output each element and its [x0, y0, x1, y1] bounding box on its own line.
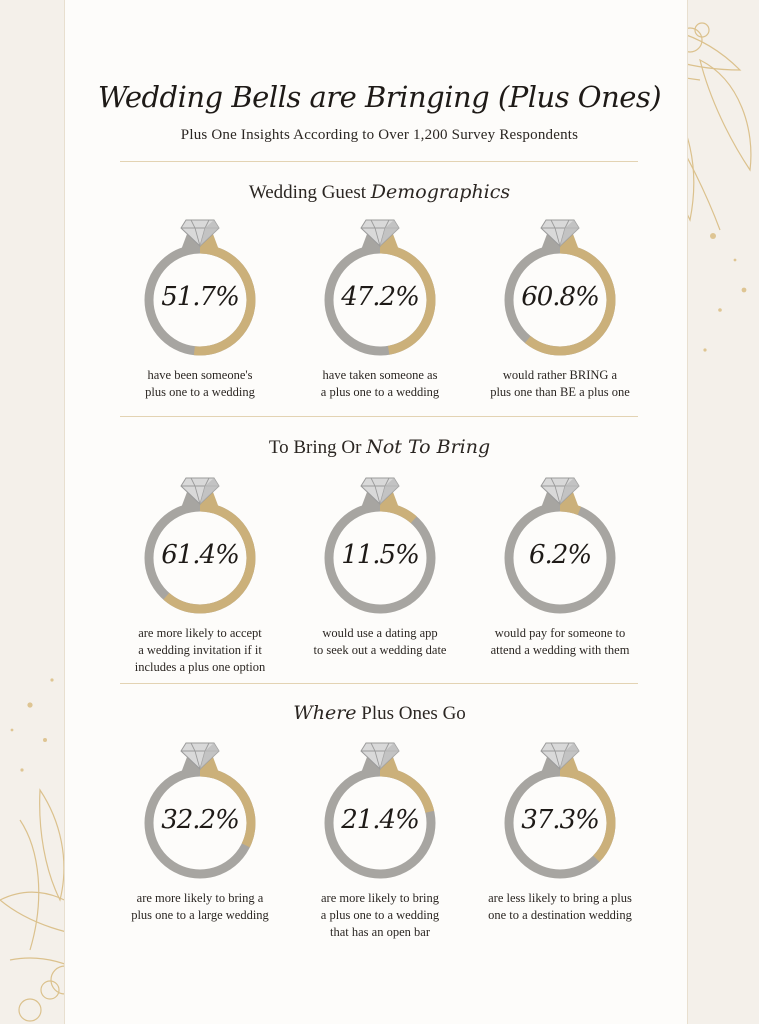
page-subtitle: Plus One Insights According to Over 1,200 Survey Respondents: [180, 127, 579, 143]
section-title-plain: Plus Ones Go: [361, 703, 466, 724]
stat-description: [95, 367, 305, 401]
stat-description-line: that has an open bar: [330, 925, 430, 939]
divider: [120, 161, 638, 162]
section-title-italic: Demographics: [370, 181, 511, 203]
stat-value: 32.2%: [161, 805, 239, 835]
stat-description: [455, 625, 665, 659]
stat-description-line: have been someone's: [147, 368, 253, 382]
stat-description-line: includes a plus one option: [134, 660, 266, 674]
stat-description-line: would rather BRING a: [502, 368, 618, 382]
stat-value: 21.4%: [341, 805, 419, 835]
section-title-plain: Wedding Guest: [248, 182, 367, 203]
stat-description-line: would use a dating app: [322, 626, 438, 640]
section-title-plain: To Bring Or: [268, 437, 362, 458]
stat-description-line: would pay for someone to: [494, 626, 626, 640]
stat-description-line: are more likely to bring a: [136, 891, 264, 905]
stat-description-line: attend a wedding with them: [490, 643, 630, 657]
stat-value: 11.5%: [341, 540, 419, 570]
section-title-demographics: [0, 181, 759, 204]
stat-description-line: are more likely to bring: [320, 891, 440, 905]
stat-description-line: a plus one to a wedding: [320, 385, 440, 399]
stat-description: [95, 625, 305, 676]
section-title-to-bring: [0, 436, 759, 459]
stat-description: [275, 890, 485, 941]
stat-value: 47.2%: [341, 282, 419, 312]
stat-description: [95, 890, 305, 924]
stat-description-line: to seek out a wedding date: [313, 643, 447, 657]
stat-description-line: plus one to a large wedding: [131, 908, 269, 922]
divider: [120, 683, 638, 684]
stat-value: 51.7%: [161, 282, 239, 312]
stat-description: [275, 625, 485, 659]
stat-description-line: plus one to a wedding: [145, 385, 255, 399]
stat-description-line: have taken someone as: [322, 368, 438, 382]
stat-value: 60.8%: [521, 282, 599, 312]
section-title-where: [0, 702, 759, 725]
stat-description-line: a wedding invitation if it: [138, 643, 262, 657]
section-title-italic: Where: [293, 702, 357, 724]
stat-description-line: plus one than BE a plus one: [490, 385, 630, 399]
stat-value: 6.2%: [528, 540, 592, 570]
section-title-italic: Not To Bring: [366, 436, 491, 458]
stat-description: [455, 367, 665, 401]
stat-description-line: one to a destination wedding: [488, 908, 632, 922]
page-title: Wedding Bells are Bringing (Plus Ones): [97, 80, 662, 114]
stat-description: [275, 367, 485, 401]
stat-value: 61.4%: [161, 540, 239, 570]
stat-description-line: a plus one to a wedding: [320, 908, 440, 922]
stat-value: 37.3%: [521, 805, 599, 835]
stat-description: [455, 890, 665, 924]
stat-description-line: are less likely to bring a plus: [488, 891, 632, 905]
divider: [120, 416, 638, 417]
stat-description-line: are more likely to accept: [138, 626, 262, 640]
